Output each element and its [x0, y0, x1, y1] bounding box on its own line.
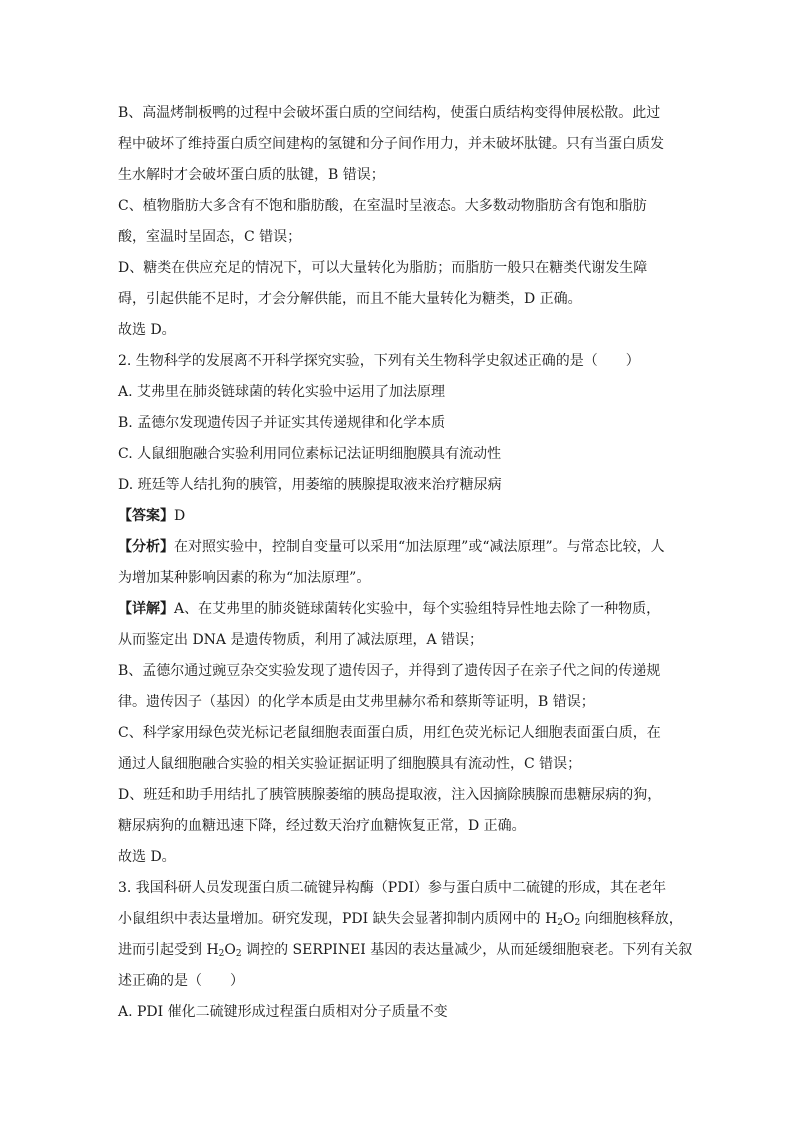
subscript: 2: [557, 918, 564, 928]
detail-line: 律。遗传因子（基因）的化学本质是由艾弗里赫尔希和蔡斯等证明，B 错误；: [118, 694, 595, 710]
answer-line: [118, 501, 678, 532]
analysis-label: 【分析】: [118, 539, 174, 555]
q3-text: 调控的 SERPINEI 基因的表达量减少，从而延缓细胞衰老。下列有关叙: [241, 942, 693, 958]
detail-line: D、班廷和助手用结扎了胰管胰腺萎缩的胰岛提取液，注入因摘除胰腺而患糖尿病的狗，: [118, 787, 662, 803]
answer-value: D: [174, 508, 186, 524]
q3-text: O: [563, 911, 575, 927]
question-2-option-c: C. 人鼠细胞融合实验利用同位素标记法证明细胞膜具有流动性: [118, 446, 502, 462]
subscript: 2: [235, 949, 242, 959]
detail-line: 从而鉴定出 DNA 是遗传物质，利用了减法原理，A 错误；: [118, 632, 484, 648]
document-content: [118, 98, 693, 1028]
detail-line: 通过人鼠细胞融合实验的相关实验证据证明了细胞膜具有流动性，C 错误；: [118, 756, 582, 772]
answer-label: 【答案】: [118, 508, 174, 524]
text-line: 碍，引起供能不足时，才会分解供能，而且不能大量转化为糖类，D 正确。: [118, 291, 582, 307]
analysis-line: [118, 532, 678, 563]
text-line: 故选 D。: [118, 322, 176, 338]
detail-line: C、科学家用绿色荧光标记老鼠细胞表面蛋白质，用红色荧光标记人细胞表面蛋白质，在: [118, 725, 661, 741]
analysis-text: 在对照实验中，控制自变量可以采用“加法原理”或“减法原理”。与常态比较，人: [174, 539, 665, 555]
question-2-stem: 2. 生物科学的发展离不开科学探究实验，下列有关生物科学史叙述正确的是（ ）: [118, 353, 640, 369]
question-3-option-a: A. PDI 催化二硫键形成过程蛋白质相对分子质量不变: [118, 1004, 448, 1020]
detail-line: 糖尿病狗的血糖迅速下降，经过数天治疗血糖恢复正常，D 正确。: [118, 818, 526, 834]
question-2-option-b: B. 孟德尔发现遗传因子并证实其传递规律和化学本质: [118, 415, 446, 431]
analysis-line-2: 为增加某种影响因素的称为“加法原理”。: [118, 570, 371, 586]
q3-text: 进而引起受到 H: [118, 942, 219, 958]
detail-line: B、孟德尔通过豌豆杂交实验发现了遗传因子，并得到了遗传因子在亲子代之间的传递规: [118, 663, 661, 679]
text-line: C、植物脂肪大多含有不饱和脂肪酸，在室温时呈液态。大多数动物脂肪含有饱和脂肪: [118, 198, 647, 214]
detail-line: [118, 594, 678, 625]
question-3-stem-4: 述正确的是（ ）: [118, 973, 244, 989]
detail-label: 【详解】: [118, 601, 174, 617]
detail-conclusion: 故选 D。: [118, 849, 176, 865]
q3-text: O: [224, 942, 236, 958]
question-3-stem-3: [118, 935, 693, 966]
subscript: 2: [574, 918, 581, 928]
text-line: 程中破坏了维持蛋白质空间建构的氢键和分子间作用力，并未破坏肽键。只有当蛋白质发: [118, 136, 664, 152]
text-line: D、糖类在供应充足的情况下，可以大量转化为脂肪；而脂肪一般只在糖类代谢发生障: [118, 260, 648, 276]
question-3-stem-1: 3. 我国科研人员发现蛋白质二硫键异构酶（PDI）参与蛋白质中二硫键的形成，其在老年: [118, 880, 666, 896]
subscript: 2: [218, 949, 225, 959]
text-line: 酸，室温时呈固态，C 错误；: [118, 229, 302, 245]
question-2-option-d: D. 班廷等人结扎狗的胰管，用萎缩的胰腺提取液来治疗糖尿病: [118, 477, 502, 493]
text-line: B、高温烤制板鸭的过程中会破坏蛋白质的空间结构，使蛋白质结构变得伸展松散。此过: [118, 105, 661, 121]
q3-text: 向细胞核释放，: [580, 911, 683, 927]
q3-text: 小鼠组织中表达量增加。研究发现，PDI 缺失会显著抑制内质网中的 H: [118, 911, 558, 927]
text-line: 生水解时才会破坏蛋白质的肽键，B 错误；: [118, 167, 385, 183]
question-2-option-a: A. 艾弗里在肺炎链球菌的转化实验中运用了加法原理: [118, 384, 446, 400]
question-3-stem-2: [118, 904, 683, 935]
detail-text: A、在艾弗里的肺炎链球菌转化实验中，每个实验组特异性地去除了一种物质，: [174, 601, 661, 617]
